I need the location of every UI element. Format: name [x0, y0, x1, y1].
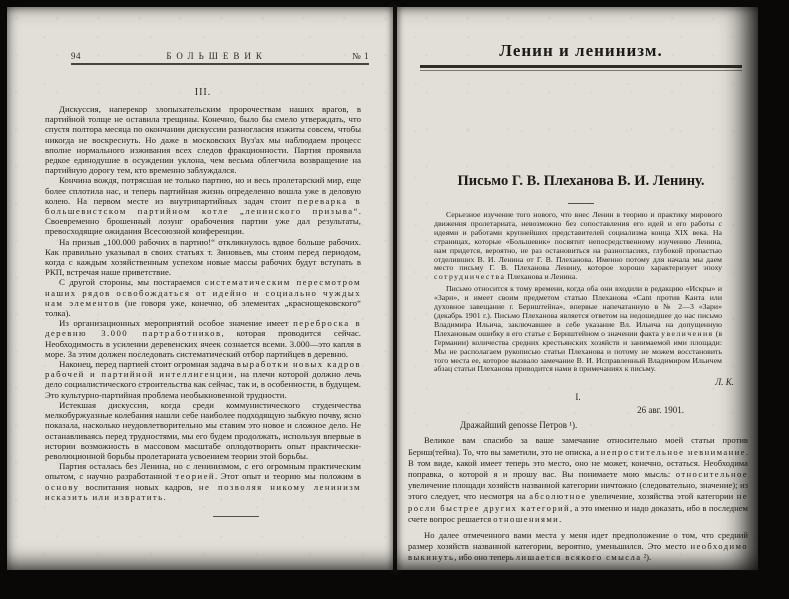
letter-salutation: Дражайший genosse Петров ¹). — [460, 420, 578, 431]
section-heading: III. — [194, 87, 212, 98]
letter-paragraph: Великое вам спасибо за ваше замечание относительно моей статьи против Бернш(тейна). То, что вы заметили, это не описка, а непростительное невнимание. В том виде, какой имеет теперь это место, оно не может, конечно, остаться. Необходима поправка, о которой я и прошу вас. Вы понимаете мою мысль: относительное увеличение площади хозяйств названной категории ничтожно (следовательно, значение); из этого следует, что несмотря на абсолютное увеличение, хозяйства этой категории не росли быстрее других категорий, а это именно и надо доказать, ибо в последнем счете вопрос решается отношениями. — [408, 435, 749, 524]
letter-paragraph: Но далее отмеченного вами места у меня идет предположение о том, что средний размер хозяйств названной категории, вероятно, уменьшился. Это место необходимо выкинуть, ибо оно теперь лишается всякого смысла ²). — [408, 529, 748, 563]
intro-paragraph: Серьезное изучение того нового, что внес Ленин в теорию и практику мирового движения пролетариата, невозможно без сопоставления его идей и его работы с идеями и работами крупнейших представителей социализма конца XIX века. На страницах, которые «Большевик» посвятит непосредственному изучению Ленина, нам придется, вероятно, не раз остановиться на разногласиях, глубокой пропастью отделивших В. И. Ленина от Г. В. Плеханова. Именно потому для начала мы даем место письму Г. В. Плеханова Ленину, которое хорошо характеризует эпоху сотрудничества Плеханова и Ленина. — [434, 210, 722, 282]
left-page — [7, 7, 393, 570]
paragraph: Кончина вождя, потрясшая не только партию, но и весь пролетарский мир, еще более сплотила нас, и теперь партийная жизнь определенно вошла уже в деловую колею. На первом месте из внутрипартийных задач стоит переварка в большевистском партийном котле „ленинского призыва“. Своевременно брошенный лозунг орабочения партии уже дал результаты, превосходящие ожидания Всесоюзной конференции. — [45, 175, 361, 237]
paragraph: С другой стороны, мы постараемся систематическим пересмотром наших рядов освобождаться от идейно и социально чуждых нам элементов (не говоря уже, конечно, об элементах „краснощековского“ толка). — [45, 277, 361, 319]
paragraph: Истекшая дискуссия, когда среди коммунистического студенчества мелкобуржуазные колебания нашли себе наиболее подходящую зыбкую почву, ясно показала, насколько неудовлетворительно мы ставим это новое и сложное дело. Не останавливаясь перед трудностями, мы его будем продолжать, используя впервые в истории возможность в массовом масштабе оплодотворить опыт практически-революционной борьбы пролетариата усвоением теории этой борьбы. — [45, 399, 361, 461]
letter-date: 26 авг. 1901. — [637, 405, 684, 416]
editor-initials: Л. К. — [715, 377, 734, 388]
running-head-row — [71, 51, 369, 61]
journal-title: БОЛЬШЕВИК — [166, 51, 267, 61]
right-page — [398, 7, 758, 570]
section-header-rule — [420, 65, 742, 71]
intro-paragraph: Письмо относится к тому времени, когда оба они входили в редакцию «Искры» и «Зари», и имеет своим предметом статью Плеханова «Cant против Канта или духовное завещание г. Бернштейна», впервые напечатанную в № 2—3 «Зари» (декабрь 1901 г.). Письмо Плеханова является ответом на недошедшее до нас письмо Владимира Ильича, заключавшее в себе указание Вл. Ильича на допущенную Плехановым ошибку в его статье с Бернштейном о значении факта увеличения (в Германии) количества средних крестьянских хозяйств и занимаемой ими площади: Мы не располагаем рукописью статьи Плеханова и потому не можем восстановить того места ее, которое вызвало замечание В. И. Исправленный Владимиром Ильичем абзац статьи Плеханова приводится нами в примечаниях к письму. — [434, 284, 722, 374]
title-divider — [568, 203, 594, 204]
article-title: Письмо Г. В. Плеханова В. И. Ленину. — [457, 173, 705, 189]
page-gutter — [393, 7, 397, 570]
scanned-book-spread — [7, 7, 758, 570]
article-end-divider — [213, 516, 259, 517]
paragraph: Партия осталась без Ленина, но с ленинизмом, с его огромным практическим опытом, с научно разработанной теорией. Этот опыт и теорию мы положим в основу воспитания новых кадров, не позволяя никому ленинизм исказить или извратить. — [45, 461, 361, 502]
paragraph: Из организационных мероприятий особое значение имеет переброска в деревню 3.000 партработников, которая проводится сейчас. Необходимость в усилении деревенских ячеек сознается всеми. 3.000—это капля в море. За этим должен последовать систематический отбор партийцев в деревню. — [45, 318, 361, 359]
running-head: Ленин и ленинизм. — [499, 41, 663, 60]
left-page-header — [71, 51, 369, 65]
left-page-body — [45, 104, 361, 517]
article-body — [408, 211, 748, 564]
paragraph: Наконец, перед партией стоит огромная задача выработки новых кадров рабочей и партийной интеллигенции, на плечи которой должно лечь дело социалистического строительства как сейчас, так и, в особенности, в будущем. Это культурно-партийная проблема необыкновенной трудности. — [45, 359, 361, 400]
page-number: 94 — [71, 51, 81, 61]
letter-number: I. — [575, 392, 581, 403]
paragraph: Дискуссия, наперекор злопыхательским пророчествам наших врагов, в партийной толще не оставила трещины. Конечно, было бы смело утверждать, что спустя полтора месяца по окончании дискуссии разногласия изжиты совсем, чтобы никогда не воскреснуть. Но даже в московских Вуз'ах мы наблюдаем процесс вполне нормального изживания всех следов фракционности. Партия проявила редкое единодушие в осуждении уклона, чем весьма облегчила возвращение на партийную дорогу тем, кто временно заблуждался. — [45, 104, 361, 176]
paragraph: На призыв „100.000 рабочих в партию!“ откликнулось вдвое больше рабочих. Как правильно указывал в своих статьях т. Зиновьев, мы стоим перед периодом, когда с каждым хозяйственным успехом новые массы рабочих будут вступать в РКП, встречая наше приветствие. — [45, 236, 361, 278]
right-page-header — [420, 41, 742, 71]
header-rule — [71, 63, 369, 65]
issue-number: № 1 — [352, 51, 369, 61]
